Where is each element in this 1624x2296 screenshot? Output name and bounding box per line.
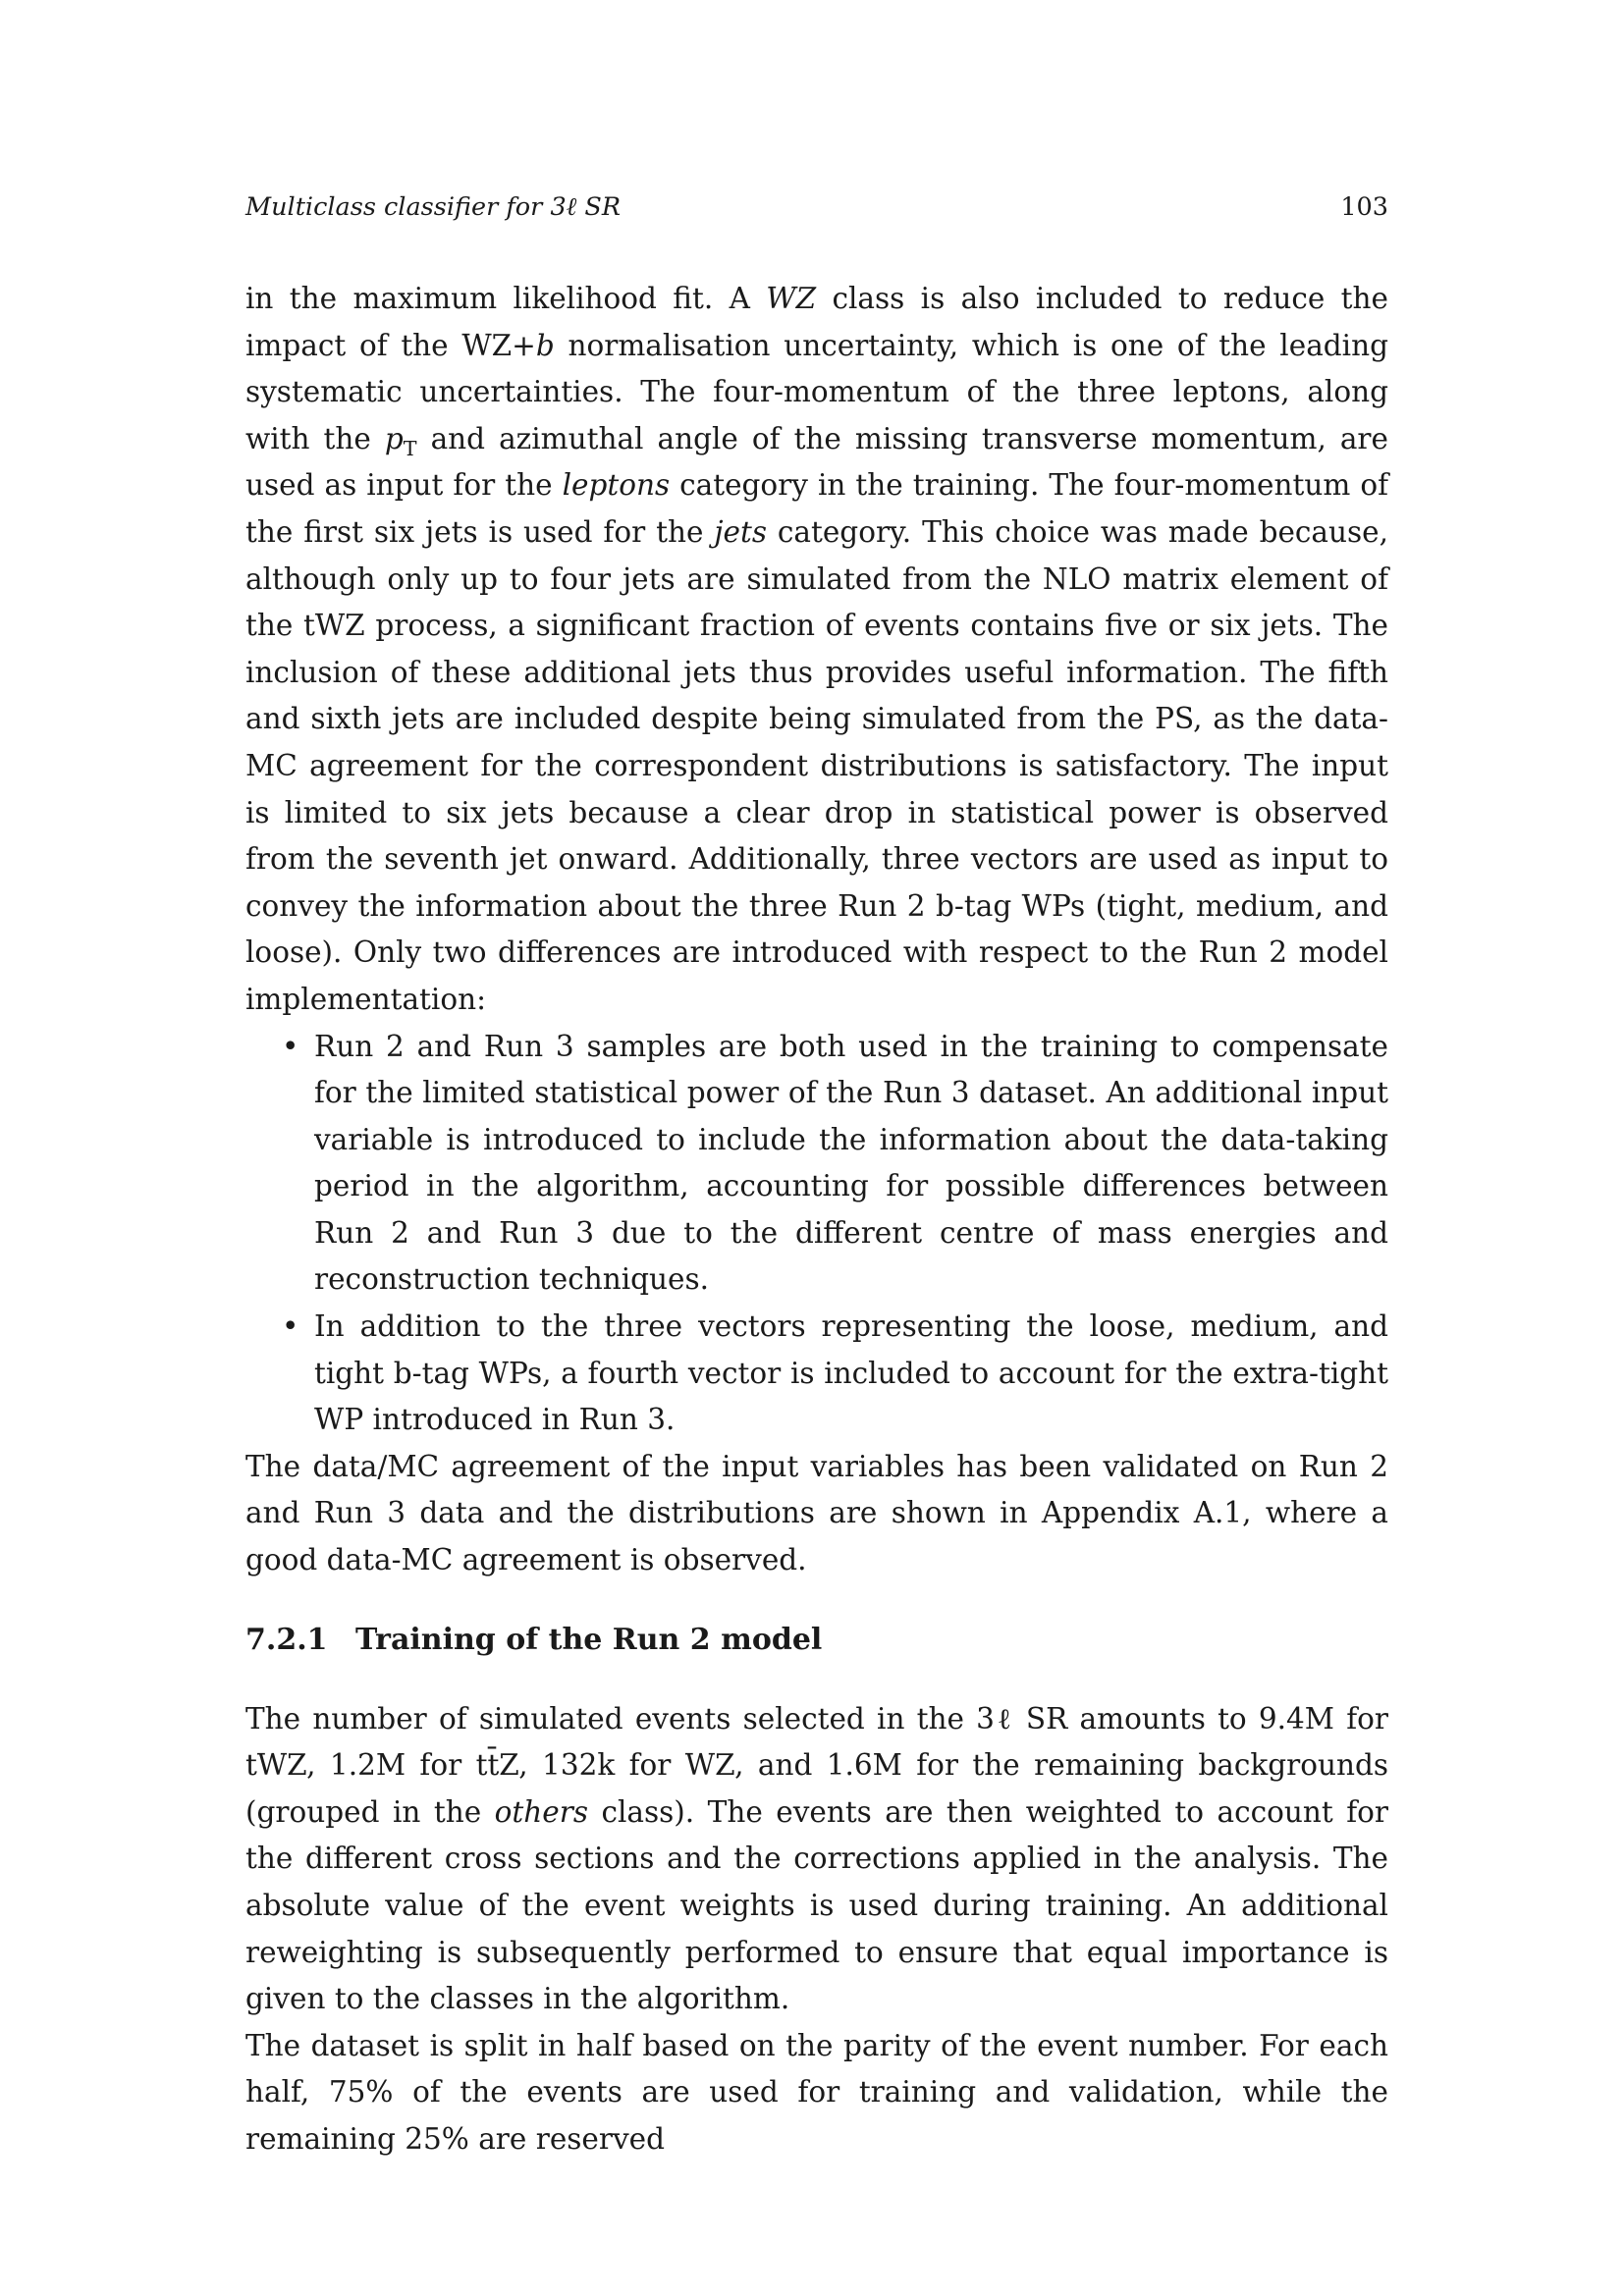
body-text bbox=[245, 276, 1388, 2163]
list-item: • In addition to the three vectors representing the loose, medium, and tight b-tag WPs, a fourth vector is included to account for the extra-tight WP introduced in Run 3. bbox=[245, 1304, 1388, 1444]
paragraph-model-inputs: in the maximum likelihood fit. A WZ class is also included to reduce the impact of the WZ+b normalisation uncertainty, which is one of the leading systematic uncertainties. The four-momentum of the three leptons, along with the $p_T$ and azimuthal angle of the missing transverse momentum, are used as input for the leptons category in the training. The four-momentum of the first six jets is used for the jets category. This choice was made because, although only up to four jets are simulated from the NLO matrix element of the tWZ process, a significant fraction of events contains five or six jets. The inclusion of these additional jets thus provides useful information. The fifth and sixth jets are included despite being simulated from the PS, as the data-MC agreement for the correspondent distributions is satisfactory. The input is limited to six jets because a clear drop in statistical power is observed from the seventh jet onward. Additionally, three vectors are used as input to convey the information about the three Run 2 b-tag WPs (tight, medium, and loose). Only two differences are introduced with respect to the Run 2 model implementation: bbox=[245, 282, 1389, 1016]
running-header bbox=[245, 192, 1388, 232]
paragraph-dataset-split: The dataset is split in half based on the parity of the event number. For each half, 75% of the events are used for training and validation, while the remaining 25% are reserved bbox=[245, 2028, 1388, 2156]
page-number: 103 bbox=[1340, 192, 1388, 222]
bullet-icon: • bbox=[282, 1029, 299, 1063]
section-heading bbox=[245, 1621, 1388, 1660]
bullet-icon: • bbox=[282, 1309, 299, 1344]
section-title: Training of the Run 2 model bbox=[355, 1622, 823, 1657]
section-number: 7.2.1 bbox=[245, 1622, 328, 1657]
list-item: • Run 2 and Run 3 samples are both used in the training to compensate for the limited statistical power of the Run 3 dataset. An additional input variable is introduced to include the information about the data-taking period in the algorithm, accounting for possible differences between Run 2 and Run 3 due to the different centre of mass energies and reconstruction techniques. bbox=[245, 1024, 1388, 1305]
paragraph-data-mc-agreement: The data/MC agreement of the input variables has been validated on Run 2 and Run 3 data and the distributions are shown in Appendix A.1, where a good data-MC agreement is observed. bbox=[245, 1449, 1388, 1577]
differences-list bbox=[245, 1024, 1388, 1444]
paragraph-simulated-events: The number of simulated events selected in the 3ℓ SR amounts to 9.4M for tWZ, 1.2M for tt̄Z, 132k for WZ, and 1.6M for the remaining backgrounds (grouped in the others class). The events are then weighted to account for the different cross sections and the corrections applied in the analysis. The absolute value of the event weights is used during training. An additional reweighting is subsequently performed to ensure that equal importance is given to the classes in the algorithm. bbox=[245, 1701, 1388, 2016]
running-title: Multiclass classifier for 3ℓ SR bbox=[245, 192, 622, 222]
